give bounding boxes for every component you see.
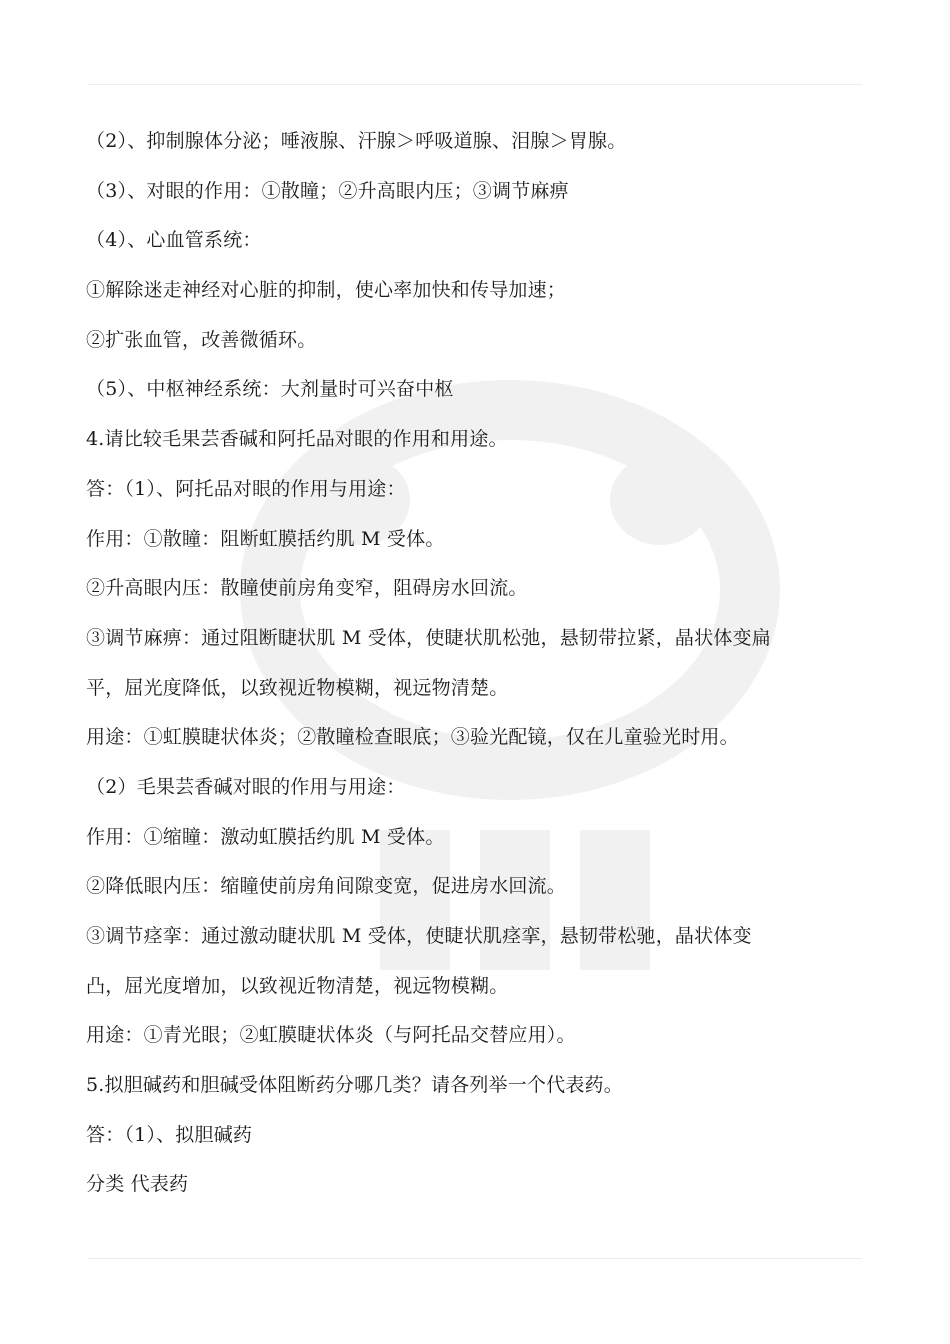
- text-line: （2）、抑制腺体分泌；唾液腺、汗腺＞呼吸道腺、泪腺＞胃腺。: [86, 130, 627, 152]
- header-rule: [88, 84, 862, 85]
- text-line: 用途：①虹膜睫状体炎；②散瞳检查眼底；③验光配镜，仅在儿童验光时用。: [86, 726, 739, 749]
- text-line: 分类 代表药: [86, 1173, 189, 1196]
- text-line: ②降低眼内压：缩瞳使前房角间隙变宽，促进房水回流。: [86, 875, 567, 898]
- footer-rule: [88, 1258, 862, 1259]
- text-line: 凸，屈光度增加，以致视近物清楚，视远物模糊。: [86, 974, 509, 997]
- text-line: 作用：①散瞳：阻断虹膜括约肌 M 受体。: [86, 527, 445, 550]
- text-line: ①解除迷走神经对心脏的抑制，使心率加快和传导加速；: [86, 279, 567, 302]
- question-heading: 4.请比较毛果芸香碱和阿托品对眼的作用和用途。: [86, 428, 508, 451]
- text-line: ②扩张血管，改善微循环。: [86, 328, 317, 351]
- text-line: ③调节麻痹：通过阻断睫状肌 M 受体，使睫状肌松弛，悬韧带拉紧，晶状体变扁: [86, 626, 771, 649]
- text-line: 答：（1）、拟胆碱药: [86, 1123, 253, 1146]
- text-line: （4）、心血管系统：: [86, 229, 262, 252]
- text-line: ②升高眼内压：散瞳使前房角变窄，阻碍房水回流。: [86, 577, 528, 600]
- question-heading: 5.拟胆碱药和胆碱受体阻断药分哪几类？请各列举一个代表药。: [86, 1074, 623, 1097]
- text-line: 作用：①缩瞳：激动虹膜括约肌 M 受体。: [86, 825, 445, 848]
- text-line: （3）、对眼的作用：①散瞳；②升高眼内压；③调节麻痹: [86, 179, 569, 202]
- text-line: （5）、中枢神经系统：大剂量时可兴奋中枢: [86, 378, 454, 401]
- text-line: 平，屈光度降低，以致视近物模糊，视远物清楚。: [86, 676, 509, 699]
- document-body: [86, 122, 876, 1215]
- text-line: ③调节痉挛：通过激动睫状肌 M 受体，使睫状肌痉挛，悬韧带松驰，晶状体变: [86, 925, 752, 947]
- text-line: 答：（1）、阿托品对眼的作用与用途：: [86, 477, 406, 500]
- text-line: 用途：①青光眼；②虹膜睫状体炎（与阿托品交替应用）。: [86, 1024, 576, 1047]
- text-line: （2）毛果芸香碱对眼的作用与用途：: [86, 775, 406, 798]
